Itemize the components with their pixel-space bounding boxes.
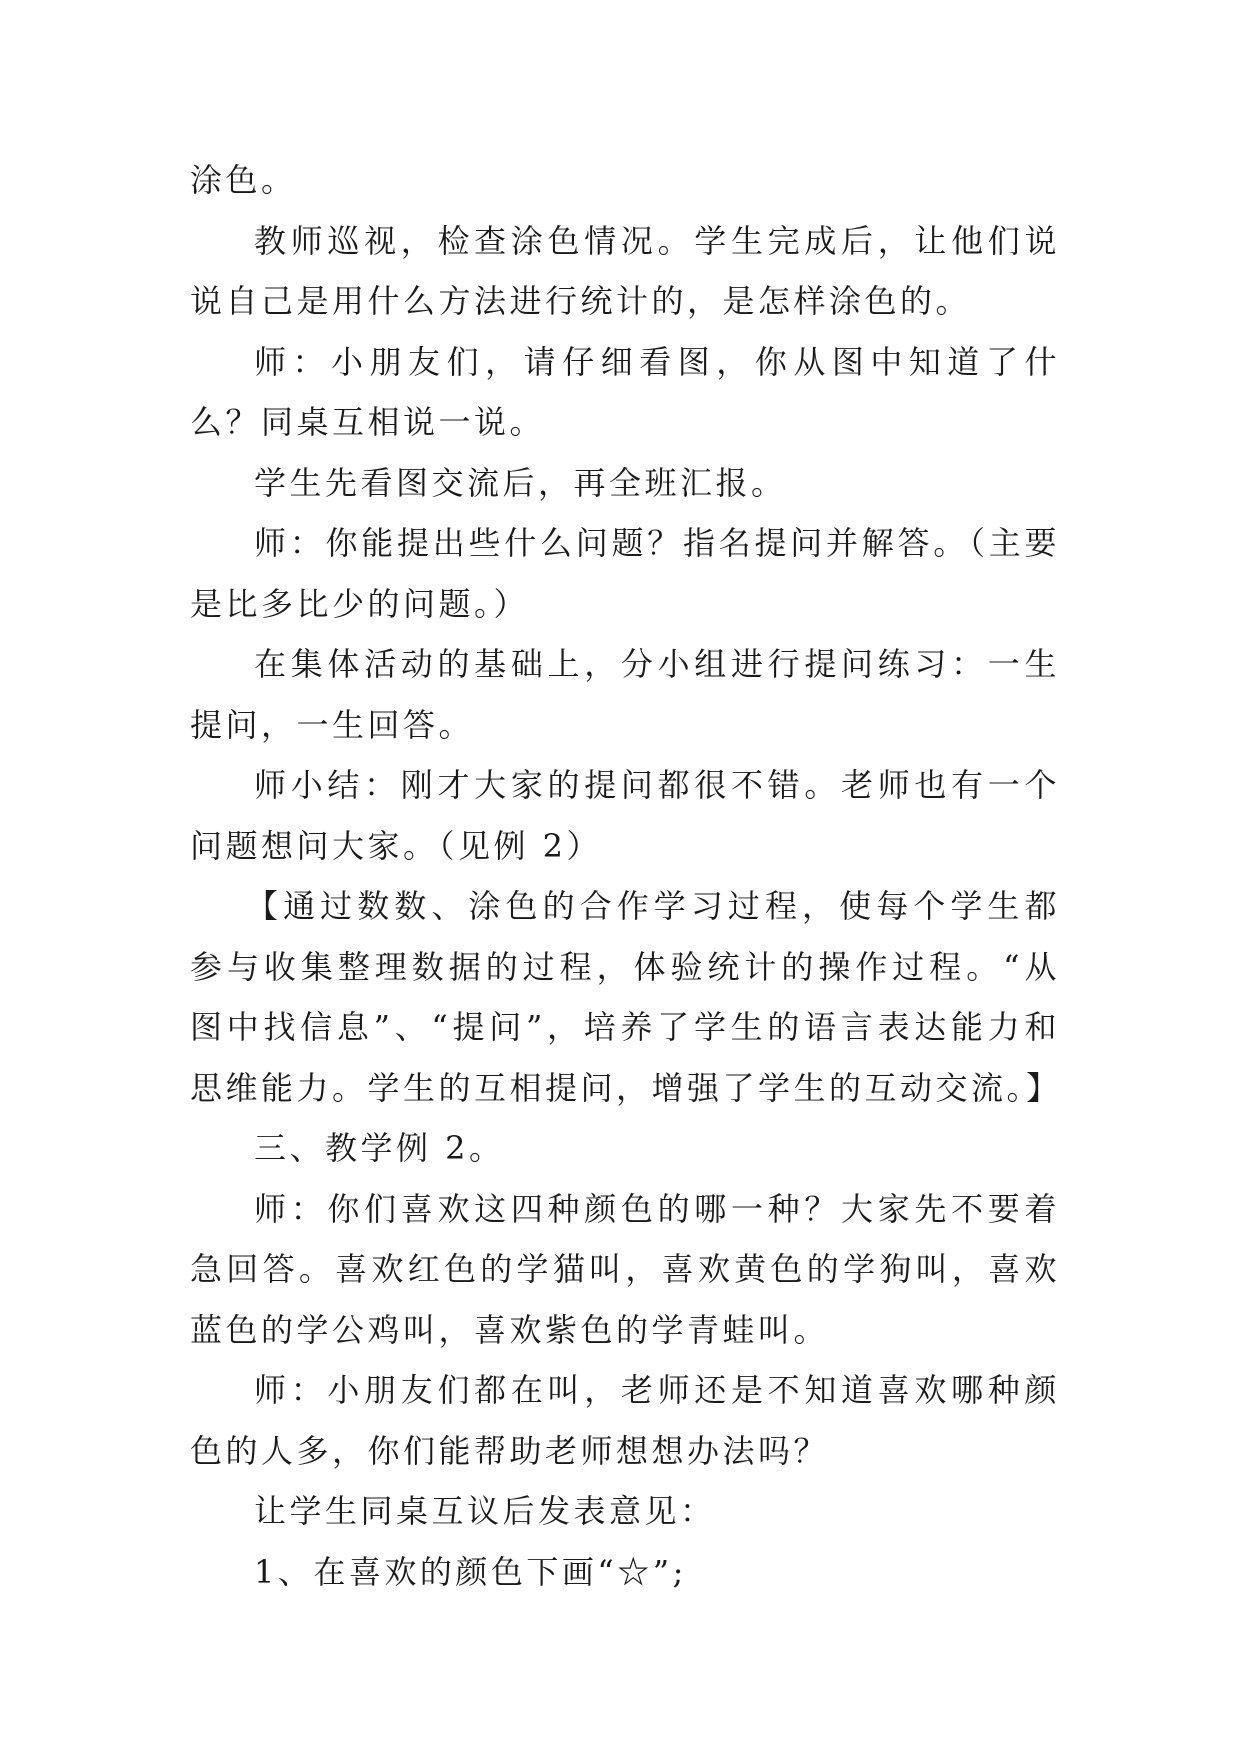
- paragraph: 师：小朋友们都在叫，老师还是不知道喜欢哪种颜色的人多，你们能帮助老师想想办法吗？: [190, 1371, 1060, 1470]
- paragraph: 涂色。: [190, 161, 297, 199]
- commentary-paragraph: 【通过数数、涂色的合作学习过程，使每个学生都参与收集整理数据的过程，体验统计的操作过程。“从图中找信息”、“提问”，培养了学生的语言表达能力和思维能力。学生的互相提问，增强了学生的互动交流。】: [190, 887, 1062, 1107]
- section-heading: 三、教学例 2。: [254, 1129, 505, 1167]
- paragraph: 师：你们喜欢这四种颜色的哪一种？大家先不要着急回答。喜欢红色的学猫叫，喜欢黄色的学狗叫，喜欢蓝色的学公鸡叫，喜欢紫色的学青蛙叫。: [190, 1189, 1060, 1349]
- paragraph: 在集体活动的基础上，分小组进行提问练习：一生提问，一生回答。: [190, 645, 1060, 744]
- paragraph: 学生先看图交流后，再全班汇报。: [254, 463, 787, 502]
- paragraph: 师：小朋友们，请仔细看图，你从图中知道了什么？同桌互相说一说。: [190, 342, 1060, 441]
- paragraph: 教师巡视，检查涂色情况。学生完成后，让他们说说自己是用什么方法进行统计的，是怎样涂色的。: [190, 221, 1060, 320]
- paragraph: 师小结：刚才大家的提问都很不错。老师也有一个问题想问大家。（见例 2）: [190, 766, 1060, 865]
- list-item: 1、在喜欢的颜色下画“☆”;: [254, 1552, 687, 1591]
- paragraph: 让学生同桌互议后发表意见：: [254, 1492, 716, 1530]
- document-page: [190, 150, 1060, 1602]
- paragraph: 师：你能提出些什么问题？指名提问并解答。（主要是比多比少的问题。）: [190, 524, 1060, 623]
